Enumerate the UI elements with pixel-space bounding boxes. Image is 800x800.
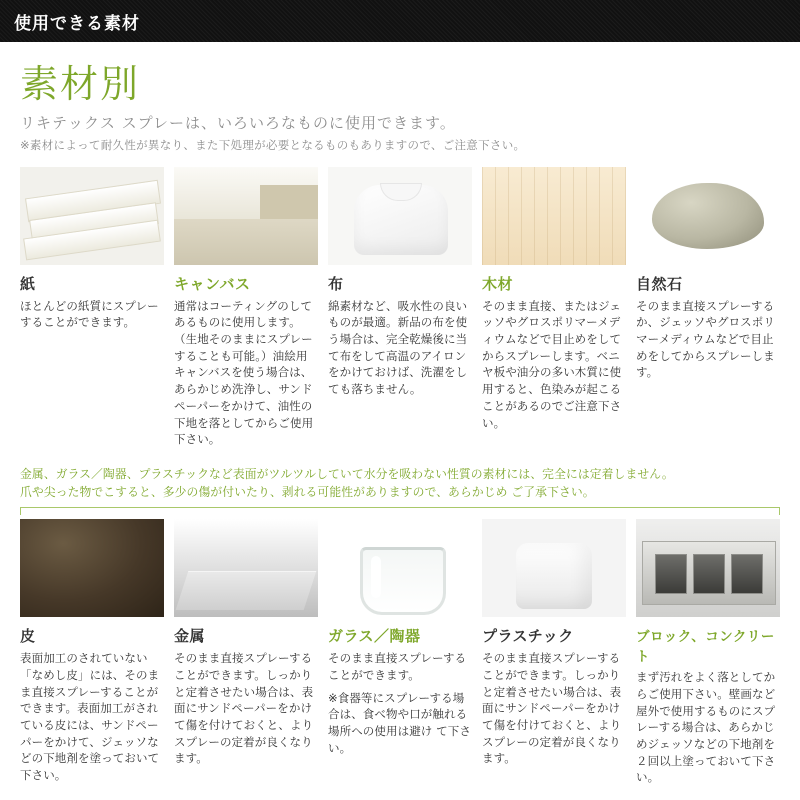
caution-text xyxy=(20,466,780,501)
material-row-1 xyxy=(16,167,784,448)
material-label: 布 xyxy=(328,274,344,293)
material-label: キャンバス xyxy=(174,274,251,293)
page-title: 使用できる素材 xyxy=(14,13,140,34)
material-card-cloth xyxy=(328,167,472,448)
section-heading: 素材別 xyxy=(20,62,141,106)
material-description: 通常はコーティングのしてあるものに使用します。（生地そのままにスプレーすることも可能。）油絵用キャンバスを使う場合は、あらかじめ洗浄し、サンドペーパーをかけて、油性の下地を落としてからご使用下さい。 xyxy=(174,298,314,447)
leather-thumbnail xyxy=(20,519,164,617)
metal-thumbnail xyxy=(174,519,318,617)
material-card-block xyxy=(636,519,780,786)
material-description: そのまま直接、またはジェッソやグロスポリマーメディウムなどで目止めをしてからスプレーします。ベニヤ板や油分の多い木質に使用すると、色染みが起こることがあるのでご注意下さい。 xyxy=(482,298,622,430)
material-row-2 xyxy=(16,519,784,786)
material-description: まず汚れをよく落としてからご使用下さい。壁画など屋外で使用するものにスプレーする場合は、あらかじめジェッソなどの下地剤を２回以上塗っておいて下さい。 xyxy=(636,670,776,785)
material-description: そのまま直接スプレーすることができます。しっかりと定着させたい場合は、表面にサンドペーパーをかけて傷を付けておくと、よりスプレーの定着が良くなります。 xyxy=(174,651,314,766)
material-label: ガラス／陶器 xyxy=(328,627,421,646)
cloth-thumbnail xyxy=(328,167,472,265)
material-label: プラスチック xyxy=(482,627,574,646)
block-thumbnail xyxy=(636,519,780,617)
section-lead: リキテックス スプレーは、いろいろなものに使用できます。 xyxy=(20,113,456,132)
caution-line-1: 金属、ガラス／陶器、プラスチックなど表面がツルツルしていて水分を吸わない性質の素材には、完全には定着しません。 xyxy=(20,466,674,481)
material-label: 金属 xyxy=(174,627,206,646)
material-description: そのまま直接スプレーすることができます。しっかりと定着させたい場合は、表面にサンドペーパーをかけて傷を付けておくと、よりスプレーの定着が良くなります。 xyxy=(482,651,622,766)
material-label: ブロック、コンクリート xyxy=(636,629,775,666)
material-label: 紙 xyxy=(20,274,36,293)
material-card-glass xyxy=(328,519,472,786)
material-label: 木材 xyxy=(482,274,514,293)
material-card-stone xyxy=(636,167,780,448)
stone-thumbnail xyxy=(636,167,780,265)
material-card-paper xyxy=(20,167,164,448)
wood-thumbnail xyxy=(482,167,626,265)
section-note: ※素材によって耐久性が異なり、また下処理が必要となるものもありますので、ご注意下さい。 xyxy=(20,137,526,152)
material-card-leather xyxy=(20,519,164,786)
material-description: そのまま直接スプレーするか、ジェッソやグロスポリマーメディウムなどで目止めをしてからスプレーします。 xyxy=(636,298,775,380)
material-description: そのまま直接スプレーすることができます。 xyxy=(328,651,467,682)
caution-line-2: 爪や尖った物でこすると、多少の傷が付いたり、剥れる可能性がありますので、あらかじめ ご了承下さい。 xyxy=(20,484,595,499)
content-area xyxy=(0,64,800,786)
material-description: ほとんどの紙質にスプレーすることができます。 xyxy=(20,298,159,330)
material-label: 自然石 xyxy=(636,274,683,293)
material-card-canvas xyxy=(174,167,318,448)
material-description: 綿素材など、吸水性の良いものが最適。新品の布を使う場合は、完全乾燥後に当て布をして高温のアイロンをかけておけば、洗濯をしても落ちません。 xyxy=(328,298,468,397)
plastic-thumbnail xyxy=(482,519,626,617)
material-card-metal xyxy=(174,519,318,786)
material-card-wood xyxy=(482,167,626,448)
material-description-note: ※食器等にスプレーする場合は、食べ物や口が触れる場所への使用は避け て下さい。 xyxy=(328,690,471,755)
caution-bracket xyxy=(20,507,780,515)
material-card-plastic xyxy=(482,519,626,786)
canvas-thumbnail xyxy=(174,167,318,265)
paper-thumbnail xyxy=(20,167,164,265)
header-bar xyxy=(0,0,800,42)
material-label: 皮 xyxy=(20,627,36,646)
glass-thumbnail xyxy=(328,519,472,617)
material-description: 表面加工のされていない「なめし皮」には、そのまま直接スプレーすることができます。表面加工がされている皮には、サンドペーパーをかけて、ジェッソなどの下地剤を塗っておいて下さい。 xyxy=(20,651,160,782)
